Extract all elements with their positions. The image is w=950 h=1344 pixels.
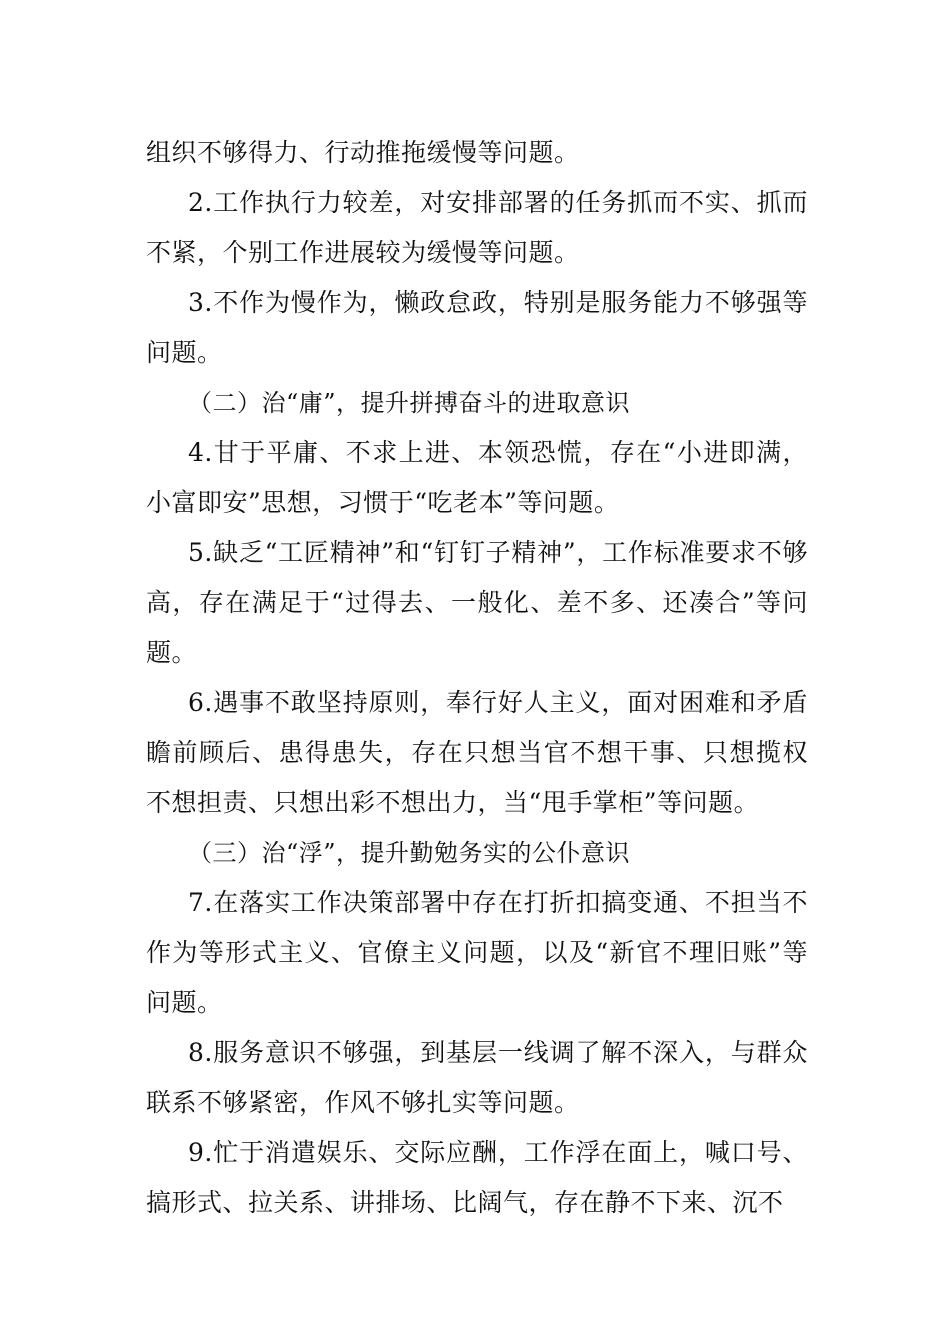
list-item-4: 4.甘于平庸、不求上进、本领恐慌，存在“小进即满，小富即安”思想，习惯于“吃老本”等问题。: [146, 438, 808, 517]
paragraph-continuation: 组织不够得力、行动推拖缓慢等问题。: [146, 138, 580, 167]
section-heading-2: （二）治“庸”，提升拼搏奋斗的进取意识: [188, 389, 631, 417]
list-item-5: 5.缺乏“工匠精神”和“钉钉子精神”，工作标准要求不够高，存在满足于“过得去、一般化、差不多、还凑合”等问题。: [146, 538, 808, 667]
list-item-3: 3.不作为慢作为，懒政怠政，特别是服务能力不够强等问题。: [146, 288, 808, 367]
list-item-6: 6.遇事不敢坚持原则，奉行好人主义，面对困难和矛盾瞻前顾后、患得患失，存在只想当官不想干事、只想揽权不想担责、只想出彩不想出力，当“甩手掌柜”等问题。: [146, 688, 808, 817]
section-heading-3: （三）治“浮”，提升勤勉务实的公仆意识: [188, 839, 631, 867]
list-item-2: 2.工作执行力较差，对安排部署的任务抓而不实、抓而不紧，个别工作进展较为缓慢等问题。: [146, 188, 808, 267]
document-body: [146, 128, 808, 1228]
list-item-7: 7.在落实工作决策部署中存在打折扣搞变通、不担当不作为等形式主义、官僚主义问题，以及“新官不理旧账”等问题。: [146, 888, 808, 1017]
list-item-9: 9.忙于消遣娱乐、交际应酬，工作浮在面上，喊口号、搞形式、拉关系、讲排场、比阔气，存在静不下来、沉不: [146, 1138, 808, 1217]
list-item-8: 8.服务意识不够强，到基层一线调了解不深入，与群众联系不够紧密，作风不够扎实等问题。: [146, 1038, 808, 1117]
